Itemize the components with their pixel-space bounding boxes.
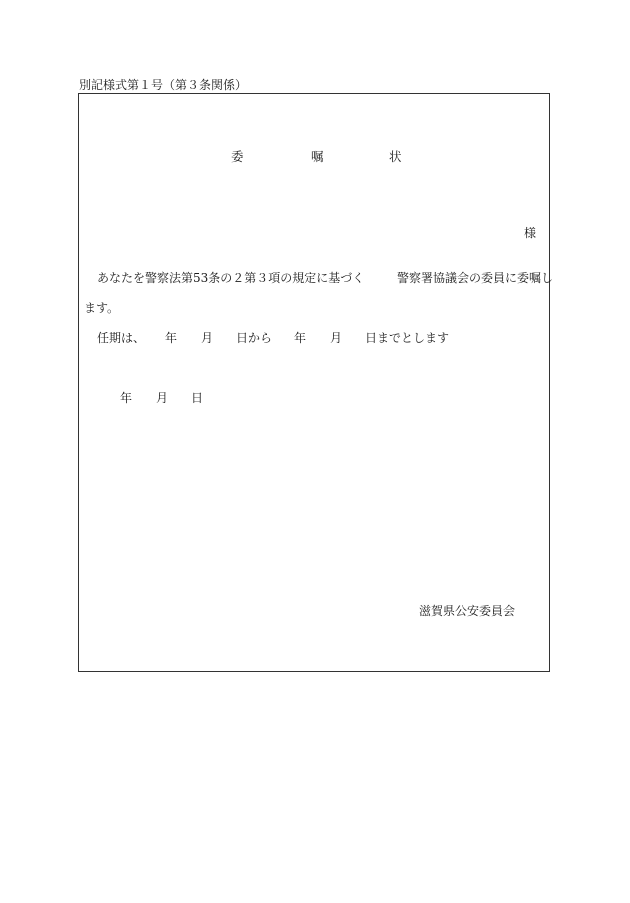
term-start-day: 日から bbox=[236, 331, 273, 345]
term-label: 任期は、 bbox=[97, 331, 146, 345]
title-char-1: 委 bbox=[231, 149, 244, 164]
body-text-line1-part1: あなたを警察法第53条の２第３項の規定に基づく bbox=[97, 271, 365, 285]
issuer-name: 滋賀県公安委員会 bbox=[419, 604, 516, 618]
term-start-year: 年 bbox=[165, 331, 178, 345]
certificate-frame bbox=[78, 93, 550, 672]
term-end-day: 日までとします bbox=[365, 331, 450, 345]
body-text-line1-part2: 警察署協議会の委員に委嘱し bbox=[397, 271, 554, 285]
title-char-3: 状 bbox=[389, 149, 402, 164]
issue-date-month: 月 bbox=[156, 391, 169, 405]
term-end-year: 年 bbox=[294, 331, 307, 345]
body-text-line2: ます。 bbox=[84, 301, 120, 315]
term-end-month: 月 bbox=[330, 331, 343, 345]
form-number-label: 別記様式第１号（第３条関係） bbox=[79, 78, 248, 92]
issue-date-year: 年 bbox=[120, 391, 133, 405]
issue-date-day: 日 bbox=[191, 391, 204, 405]
recipient-honorific: 様 bbox=[524, 226, 537, 240]
term-start-month: 月 bbox=[201, 331, 214, 345]
title-char-2: 嘱 bbox=[311, 149, 324, 164]
